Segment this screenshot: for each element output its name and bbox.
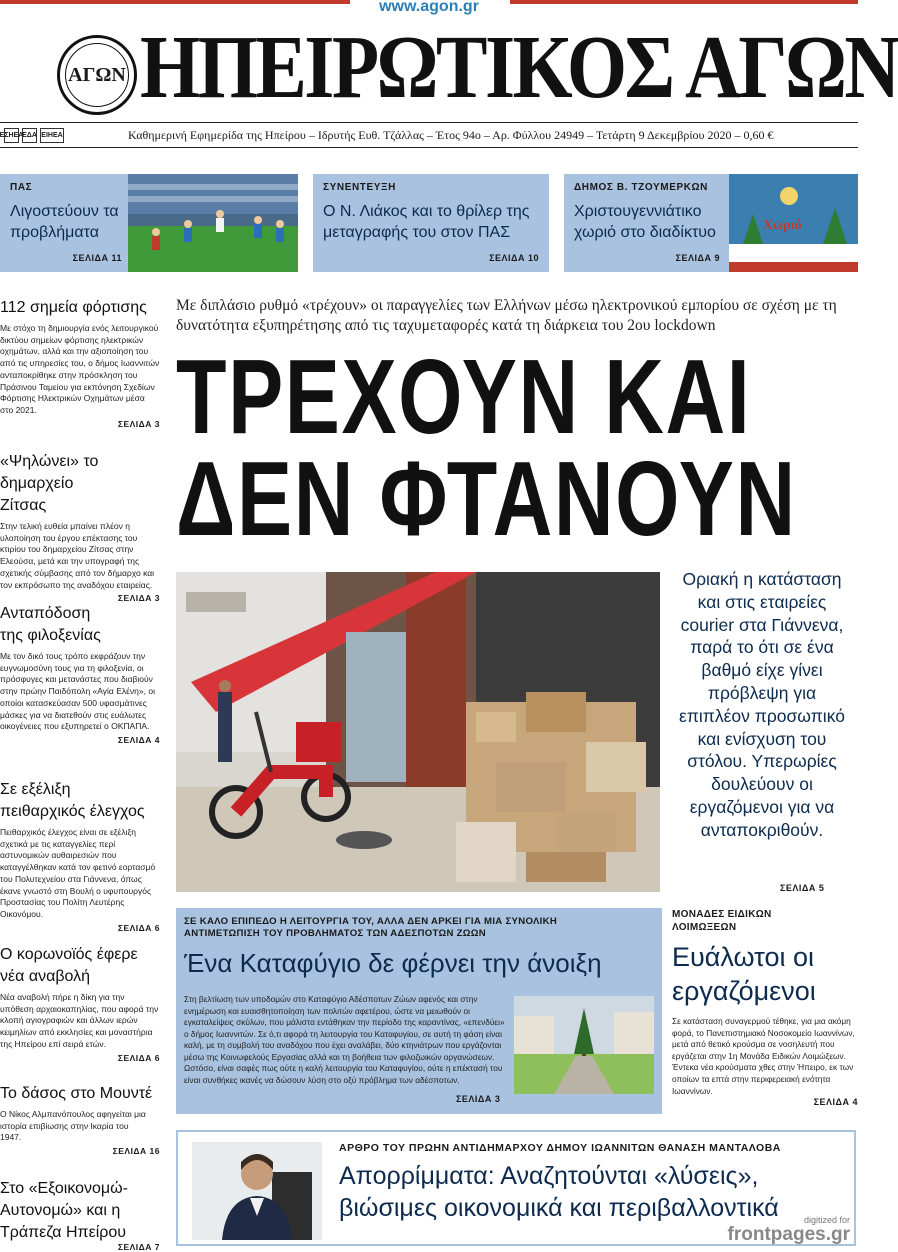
sidebar-title: 112 σημεία φόρτισης [0,299,147,316]
teaser-kicker: ΠΑΣ [10,182,33,193]
sidebar-body: Ο Νίκος Αλμπανόπουλος αφηγείται μια ιστορία επιβίωσης στην Ικαρία του 1947. [0,1109,146,1143]
seal-text: ΑΓΩΝ [65,43,129,107]
shelter-box[interactable] [176,908,662,1114]
badge-1: ΕΣΗΕΑ [4,128,19,143]
teaser-page: ΣΕΛΙΔΑ 11 [72,253,122,263]
watermark-large: frontpages.gr [727,1224,850,1245]
sidebar-page: ΣΕΛΙΔΑ 4 [117,734,160,745]
shelter-title: Ένα Καταφύγιο δε φέρνει την άνοιξη [184,948,602,978]
teaser-pas[interactable] [0,174,298,272]
sidebar-item[interactable] [0,603,160,745]
sidebar-item[interactable] [0,944,160,1063]
sidebar-page: ΣΕΛΙΔΑ 3 [117,418,160,429]
masthead-seal [57,35,137,115]
lead-deck: Με διπλάσιο ρυθμό «τρέχουν» οι παραγγελίες των Ελλήνων μέσω ηλεκτρονικού εμπορίου σε σχέση με τη δυνατότητα εξυπηρέτησης από τις ταχυμεταφορές κατά τη διάρκεια του 2ου lockdown [176,297,837,334]
shelter-body: Στη βελτίωση των υποδομών στο Καταφύγιο Αδέσποτων Ζώων αφενός και στην ενημέρωση και ευαισθητοποίηση των πολιτών αφετέρου, ώστε να μειωθούν οι εγκαταλείψεις σκύλων, που μάλιστα εντάθηκαν την περίοδο της καραντίνας, «επενδύει» ο δήμος Ιωαννιτών. Σε ό,τι αφορά τη λειτουργία του Καταφυγίου, σε αυτή τη φάση είναι καλή, με τη συμβολή του αναδόχου που έχει αναλάβει, δύο κτηνιάτρων που εργάζονται μέσω της Κοινωφελούς Εργασίας αλλά και τη βοήθεια των φιλοζωικών οργανώσεων. Ωστόσο, είναι σαφές πως ούτε η καλή λειτουργία του Καταφυγίου, ούτε η επέκτασή του είναι συνθήκες ικανές να δώσουν λύση στο οξύ πρόβλημα των αδέσποτων. [184,994,505,1085]
lead-page: ΣΕΛΙΔΑ 5 [780,883,825,893]
lead-headline-line2: ΔΕΝ ΦΤΑΝΟΥΝ [176,440,797,558]
sidebar-title: Στο «Εξοικονομώ-Αυτονομώ» και η Τράπεζα Ηπείρου [0,1180,128,1241]
poster-word: Χωριό [763,218,802,233]
opinion-kicker: ΑΡΘΡΟ ΤΟΥ ΠΡΩΗΝ ΑΝΤΙΔΗΜΑΡΧΟΥ ΔΗΜΟΥ ΙΩΑΝΝΙΤΩΝ ΘΑΝΑΣΗ ΜΑΝΤΑΛΟΒΑ [339,1142,781,1154]
lead-side-copy: Οριακή η κατάσταση και στις εταιρείες courier στα Γιάννενα, παρά το ότι σε ένα βαθμό είχε γίνει πρόβλεψη για επιπλέον προσωπικό και ενίσχυση του στόλου. Υπερωρίες δουλεύουν οι εργαζόμενοι για να ανταποκριθούν. [679,569,845,840]
teaser-title: Ο Ν. Λιάκος και το θρίλερ της μεταγραφής του στον ΠΑΣ [323,203,530,241]
masthead-title: ΗΠΕΙΡΩΤΙΚΟΣ ΑΓΩΝ [140,18,898,117]
sidebar-title: Σε εξέλιξη πειθαρχικός έλεγχος [0,781,145,820]
teaser-title: Λιγοστεύουν τα προβλήματα [10,203,119,241]
shelter-photo [514,996,654,1094]
source-watermark [728,1216,850,1245]
courier-photo [176,572,660,892]
sidebar-body: Στην τελική ευθεία μπαίνει πλέον η υλοποίηση του έργου επέκτασης του κτιρίου του δημαρχείου Ζίτσας στην Ελεούσα, μετά και την υπογραφή της σχετικής σύμβασης από τον δήμαρχο και τον εκπρόσωπο της αναδόχου εταιρείας. [0,521,155,590]
site-url[interactable]: www.agon.gr [379,0,479,15]
sidebar-item[interactable] [0,297,160,429]
sidebar-item[interactable] [0,1178,160,1252]
teaser-christmas[interactable] [564,174,858,272]
teaser-interview[interactable] [313,174,549,272]
sidebar-page: ΣΕΛΙΔΑ 6 [117,1052,160,1063]
sidebar-body: Πειθαρχικός έλεγχος είναι σε εξέλιξη σχετικά με τις καταγγελίες περί αστυνομικών αυθαιρεσιών που καταγγέλθηκαν κατά τον φετινό εορτασμό του Πολυτεχνείου στα Γιάννενα, όπως έκανε γνωστό στη Βουλή ο υφυπουργός Προστασίας του Πολίτη Λευτέρης Οικονόμου. [0,827,156,919]
lead-headline-line1[interactable]: ΤΡΕΧΟΥΝ ΚΑΙ [176,338,752,456]
badge-2: ΕΔΑ [22,128,37,143]
masthead [140,18,898,117]
watermark-small: digitized for [803,1215,850,1225]
christmas-poster [729,174,858,272]
sidebar-page: ΣΕΛΙΔΑ 16 [112,1146,160,1157]
issue-info: Καθημερινή Εφημερίδα της Ηπείρου – Ιδρυτής Ευθ. Τζάλλας – Έτος 94ο – Αρ. Φύλλου 24949 – Τετάρτη 9 Δεκεμβρίου 2020 – 0,60 € [128,128,774,142]
sidebar-item[interactable] [0,779,160,933]
sidebar-title: Το δάσος στο Μουντέ [0,1085,153,1102]
football-photo [128,174,298,272]
sidebar-title: Ανταπόδοση της φιλοξενίας [0,605,101,644]
teaser-page: ΣΕΛΙΔΑ 10 [489,253,539,263]
units-page: ΣΕΛΙΔΑ 4 [813,1097,858,1108]
sidebar-body: Με τον δικό τους τρόπο εκφράζουν την ευγνωμοσύνη τους για τη φιλοξενία, οι πρόσφυγες και μετανάστες που διαβιούν στην πρώην Παιδόπολη «Αγία Ελένη», οι οποίοι κατασκεύασαν 500 υφασμάτινες μάσκες για να διατεθούν στις ευάλωτες οικογένειες που εξυπηρετεί ο ΟΚΠΑΠΑ. [0,651,155,732]
teaser-kicker: ΣΥΝΕΝΤΕΥΞΗ [323,182,396,193]
units-body: Σε κατάσταση συναγερμού τέθηκε, για μια ακόμη φορά, το Πανεπιστημιακό Νοσοκομείο Ιωαννίνων, μετά από θετικό κρούσμα σε νοσηλευτή που εργάζεται στην 1η Μονάδα Ειδικών Λοιμώξεων. Έντεκα νέα κρούσματα χθες στην Ήπειρο, εκ των οποίων τα επτά στην περιφερειακή ενότητα Ιωαννίνων. [672,1016,855,1096]
teaser-title: Χριστουγεννιάτικο χωριό στο διαδίκτυο [574,203,716,241]
sidebar-page: ΣΕΛΙΔΑ 3 [117,593,160,604]
opinion-title: Απορρίμματα: Αναζητούνται «λύσεις», βιώσιμες οικονομικά και περιβαλλοντικά [339,1162,779,1222]
sidebar-page: ΣΕΛΙΔΑ 7 [117,1242,160,1252]
units-title: Ευάλωτοι οι εργαζόμενοι [672,942,816,1006]
units-article[interactable] [672,908,858,1107]
issue-line [0,122,858,148]
sidebar-page: ΣΕΛΙΔΑ 6 [117,922,160,933]
sidebar-item[interactable] [0,451,160,603]
shelter-kicker: ΣΕ ΚΑΛΟ ΕΠΙΠΕΔΟ Η ΛΕΙΤΟΥΡΓΙΑ ΤΟΥ, ΑΛΛΑ ΔΕΝ ΑΡΚΕΙ ΓΙΑ ΜΙΑ ΣΥΝΟΛΙΚΗ ΑΝΤΙΜΕΤΩΠΙΣΗ ΤΟΥ ΠΡΟΒΛΗΜΑΤΟΣ ΤΩΝ ΑΔΕΣΠΟΤΩΝ ΖΩΩΝ [184,916,558,939]
sidebar-body: Νέα αναβολή πήρε η δίκη για την υπόθεση αρχαιοκαπηλίας, που αφορά την κλοπή αγιογραφιών και άλλων ιερών κειμηλίων από εκκλησίες και μοναστήρια της Ηπείρου επί σειρά ετών. [0,992,159,1049]
units-kicker: ΜΟΝΑΔΕΣ ΕΙΔΙΚΩΝ ΛΟΙΜΩΞΕΩΝ [672,909,772,933]
shelter-page: ΣΕΛΙΔΑ 3 [456,1094,501,1104]
teaser-page: ΣΕΛΙΔΑ 9 [675,253,720,263]
teaser-kicker: ΔΗΜΟΣ Β. ΤΖΟΥΜΕΡΚΩΝ [574,182,708,193]
sidebar-title: «Ψηλώνει» το δημαρχείο Ζίτσας [0,453,99,514]
sidebar-body: Με στόχο τη δημιουργία ενός λειτουργικού δικτύου σημείων φόρτισης ηλεκτρικών οχημάτων, αλλά και την αξιοποίηση του από τις υπηρεσίες του, ο δήμος Ιωαννιτών ανταποκρίθηκε στην πρόσκληση του Πράσινου Ταμείου για εκπόνηση Σχεδίων Φόρτισης Ηλεκτρικών Οχημάτων μέσα στο 2021. [0,323,160,415]
author-photo [192,1142,322,1240]
badge-3: ΕΙΗΕΑ [40,128,64,143]
sidebar-title: Ο κορωνοϊός έφερε νέα αναβολή [0,946,138,985]
sidebar-item[interactable] [0,1083,160,1156]
